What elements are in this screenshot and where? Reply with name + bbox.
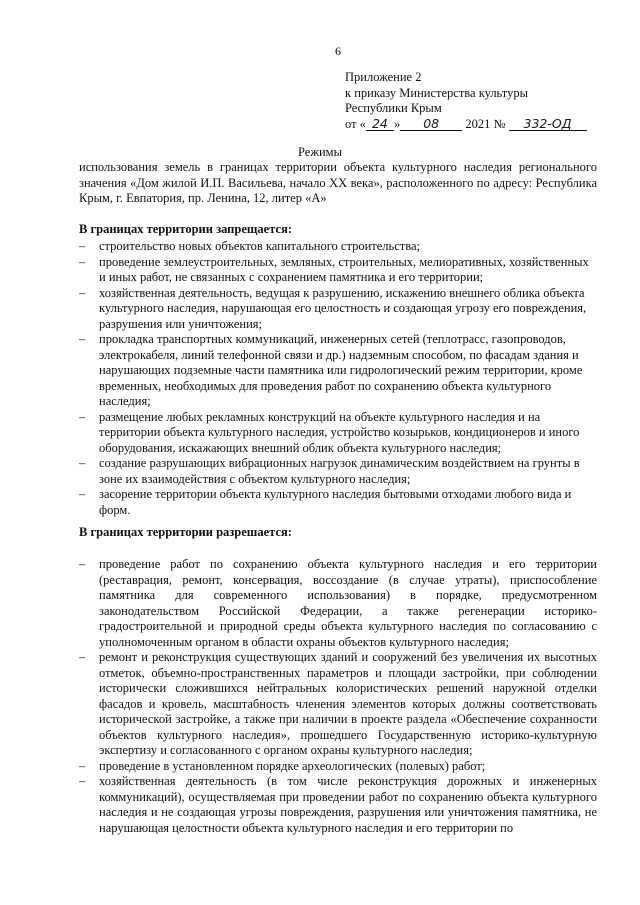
list-item-text: проведение работ по сохранению объекта культурного наследия и его территории (реставрация, ремонт, консервация, воссоздание (в случае утраты), приспособление памятника для современного использования) в порядке, предусмотренном законодательством Российской Федерации, а также регенерации историко-градостроительной и природной среды объекта культурного наследия по согласованию с уполномоченным органом в области охраны объектов культурного наследия; (99, 557, 597, 649)
bullet-dash: – (79, 285, 86, 300)
bullet-dash: – (79, 239, 86, 253)
list-item (79, 759, 597, 775)
bullet-dash: – (79, 332, 86, 346)
date-day: 24 (366, 117, 394, 131)
list-item-text: проведение в установленном порядке археологических (полевых) работ; (99, 758, 486, 773)
list-item (79, 286, 597, 333)
date-mid: » (393, 116, 401, 131)
bullet-dash: – (79, 487, 86, 501)
list-item-text: проведение землеустроительных, земляных, строительных, мелиоративных, хозяйственных и иных работ, не связанных с сохранением памятника и его территории; (99, 254, 589, 284)
appendix-date-line (345, 117, 587, 133)
list-item (79, 650, 597, 759)
list-item-text: засорение территории объекта культурного наследия бытовыми отходами любого вида и форм. (99, 487, 572, 517)
bullet-dash: – (79, 650, 86, 664)
list-item-text: прокладка транспортных коммуникаций, инженерных сетей (теплотрасс, газопроводов, электрокабеля, линий телефонной связи и др.) надземным способом, по фасадам здания и нарушающих подземные части памятника или гидрологический режим территории, кроме временных, необходимых для проведения работ по сохранению объекта культурного наследия; (99, 332, 583, 408)
list-item (79, 456, 597, 487)
date-month: 08 (400, 117, 462, 131)
order-number: 332-ОД (509, 117, 587, 131)
prohibited-heading: В границах территории запрещается: (79, 222, 293, 236)
date-prefix: от « (345, 116, 366, 131)
list-item (79, 332, 597, 410)
date-year: 2021 № (465, 116, 506, 131)
prohibited-list (79, 239, 597, 518)
appendix-order-line: к приказу Министерства культуры (345, 85, 528, 100)
list-item-text: хозяйственная деятельность, ведущая к разрушению, искажению внешнего облика объекта культурного наследия, нарушающая его целостность и создающая угрозу его повреждения, разрушения или уничтожения; (99, 285, 587, 331)
list-item (79, 487, 597, 518)
list-item-text: размещение любых рекламных конструкций на объекте культурного наследия и на территории объекта культурного наследия, устройство козырьков, кондиционеров и иного оборудования, искажающих внешний облик объекта культурного наследия; (99, 409, 580, 455)
list-item-text: создание разрушающих вибрационных нагрузок динамическим воздействием на грунты в зоне их взаимодействия с объектом культурного наследия; (99, 456, 580, 486)
list-item-text: хозяйственная деятельность (в том числе реконструкция дорожных и инженерных коммуникаций), осуществляемая при проведении работ по сохранению объекта культурного наследия и не создающая угрозы повреждения, разрушения или уничтожения памятника, не нарушающая целостности объекта культурного наследия и его территории по (99, 774, 597, 835)
permitted-heading: В границах территории разрешается: (79, 525, 292, 539)
list-item (79, 557, 597, 650)
list-item (79, 255, 597, 286)
bullet-dash: – (79, 774, 86, 788)
list-item (79, 410, 597, 457)
bullet-dash: – (79, 557, 86, 571)
bullet-dash: – (79, 409, 86, 424)
list-item (79, 774, 597, 836)
list-item-text: ремонт и реконструкция существующих зданий и сооружений без увеличения их высотных отметок, объемно-пространственных параметров и площади застройки, при соблюдении исторически сложившихся нейтральных колористических решений наружной отделки фасадов и кровель, масштабность членения элементов которых должны соответствовать исторической застройке, а также при наличии в проекте раздела «Обеспечение сохранности объектов культурного наследия», прошедшего Государственную историко-культурную экспертизу и согласованного с органом охраны культурного наследия; (99, 650, 597, 757)
intro-paragraph: использования земель в границах территории объекта культурного наследия регионального значения «Дом жилой И.П. Васильева, начало XX века», расположенного по адресу: Республика Крым, г. Евпатория, пр. Ленина, 12, литер «А» (79, 160, 597, 205)
bullet-dash: – (79, 456, 86, 470)
bullet-dash: – (79, 254, 86, 269)
appendix-ministry-line: Республики Крым (345, 101, 442, 115)
permitted-list (79, 557, 597, 836)
appendix-block (345, 70, 587, 132)
list-item (79, 239, 597, 255)
page-number: 6 (335, 44, 341, 58)
list-item-text: строительство новых объектов капитального строительства; (99, 239, 420, 253)
appendix-title: Приложение 2 (345, 70, 422, 84)
bullet-dash: – (79, 758, 86, 773)
document-title: Режимы (298, 145, 342, 159)
